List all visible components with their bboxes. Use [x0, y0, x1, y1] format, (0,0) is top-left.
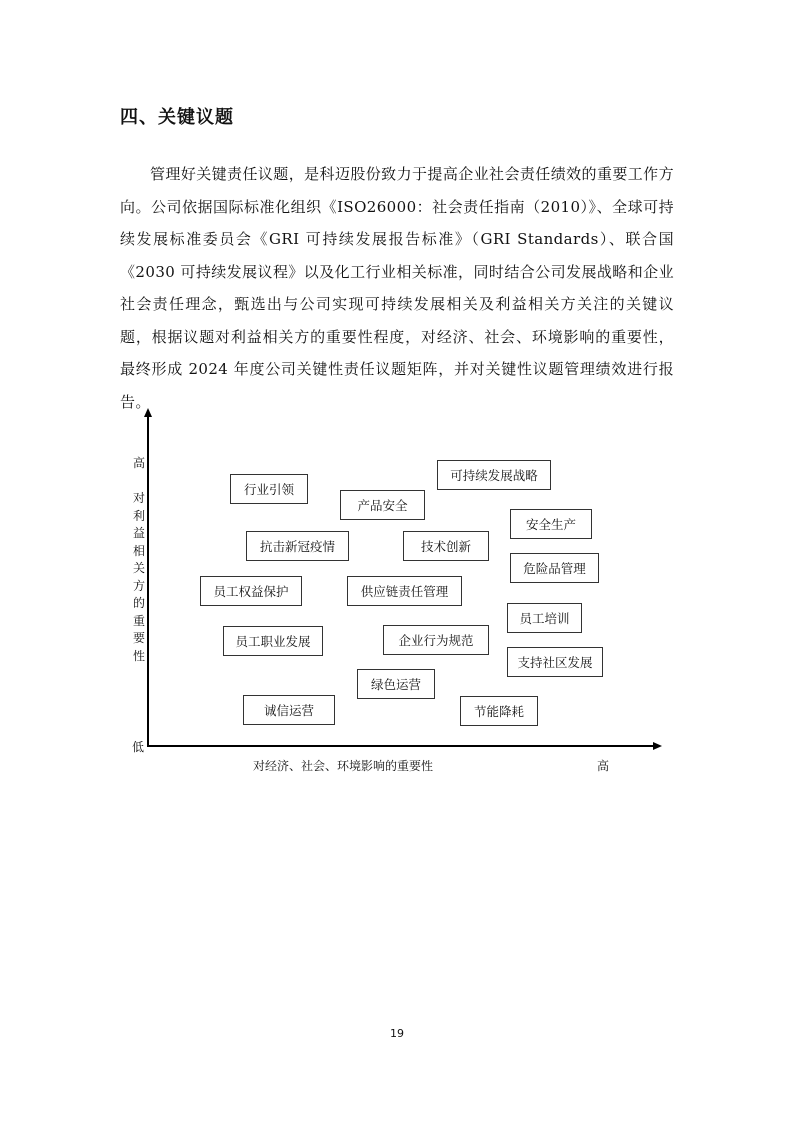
x-axis-high-label: 高	[597, 759, 610, 773]
y-axis-low-label: 低	[132, 740, 145, 754]
issue-sustainable-strategy: 可持续发展战略	[437, 460, 551, 490]
issue-business-conduct: 企业行为规范	[383, 625, 489, 655]
issue-community-support: 支持社区发展	[507, 647, 603, 677]
issue-career-development: 员工职业发展	[223, 626, 323, 656]
issue-supply-chain: 供应链责任管理	[347, 576, 462, 606]
issue-green-operation: 绿色运营	[357, 669, 435, 699]
y-axis	[147, 417, 149, 746]
issue-industry-leadership: 行业引领	[230, 474, 308, 504]
page-number: 19	[390, 1027, 404, 1040]
issue-integrity-operation: 诚信运营	[243, 695, 335, 725]
issue-production-safety: 安全生产	[510, 509, 592, 539]
issue-covid-response: 抗击新冠疫情	[246, 531, 349, 561]
issue-tech-innovation: 技术创新	[403, 531, 489, 561]
section-heading: 四、关键议题	[120, 107, 234, 128]
body-paragraph: 管理好关键责任议题，是科迈股份致力于提高企业社会责任绩效的重要工作方向。公司依据国际标准化组织《ISO26000：社会责任指南（2010）》、全球可持续发展标准委员会《GRI 可持续发展报告标准》（GRI Standards）、联合国《2030 可持续发展议程》以及化工行业相关标准，同时结合公司发展战略和企业社会责任理念，甄选出与公司实现可持续发展相关及利益相关方关注的关键议题，根据议题对利益相关方的重要性程度，对经济、社会、环境影响的重要性，最终形成 2024 年度公司关键性责任议题矩阵，并对关键性议题管理绩效进行报告。	[120, 165, 674, 411]
issue-product-safety: 产品安全	[340, 490, 425, 520]
x-axis-label: 对经济、社会、环境影响的重要性	[253, 759, 434, 773]
y-axis-high-label: 高	[133, 456, 146, 470]
x-axis	[147, 745, 654, 747]
y-axis-label: 对利益相关方的重要性	[132, 491, 145, 663]
issue-energy-saving: 节能降耗	[460, 696, 538, 726]
issue-employee-rights: 员工权益保护	[200, 576, 302, 606]
issue-employee-training: 员工培训	[507, 603, 582, 633]
x-axis-arrow-icon	[653, 742, 662, 750]
y-axis-arrow-icon	[144, 408, 152, 417]
issue-hazardous-materials: 危险品管理	[510, 553, 599, 583]
